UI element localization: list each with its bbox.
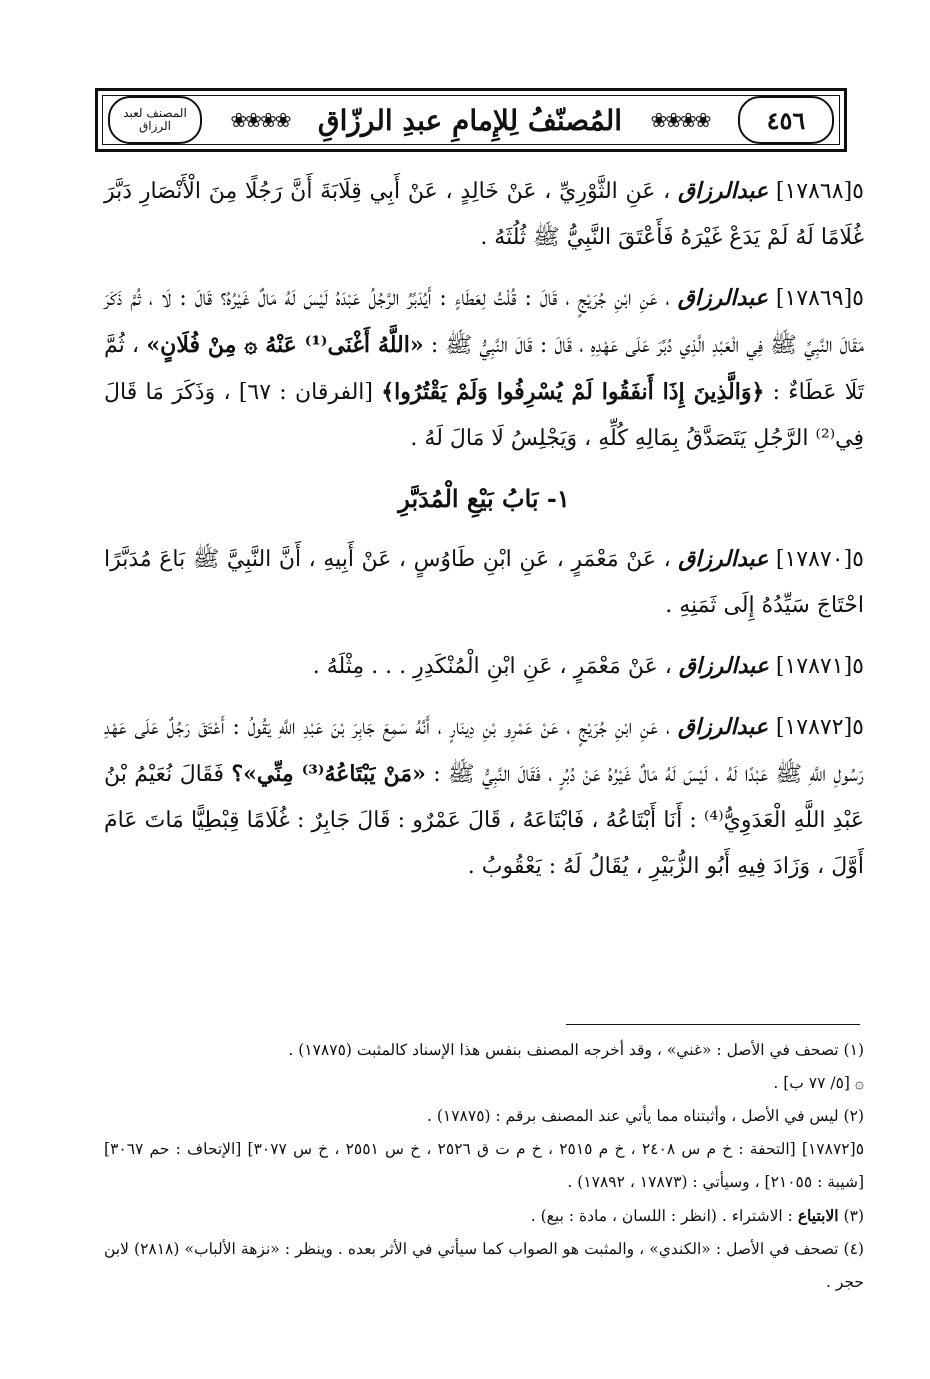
footnote-marker: (٣) xyxy=(843,1207,864,1225)
hadith-entry xyxy=(104,536,864,629)
entry-text: ، عَنِ ابْنِ جُرَيْجٍ ، عَنْ عَمْرِو بْنِ دِينَارٍ ، أَنَّهُ سَمِعَ جَابِرَ بْنَ عَبْدِ اللَّهِ يَقُولُ : أَعْتَقَ رَجُلٌ عَلَى عَهْدِ رَسُولِ اللَّهِ ﷺ عَبْدًا لَهُ ، لَيْسَ لَهُ مَالٌ غَيْرُهُ عَنْ دُبُرٍ ، فَقَالَ النَّبِيُّ ﷺ : xyxy=(104,715,864,787)
entry-text: فَقَالَ نُعَيْمُ بْنُ عَبْدِ اللَّهِ الْعَدَوِيُّ⁽⁴⁾ : أَنَا أَبْتَاعُهُ ، فَابْتَاعَهُ ، قَالَ عَمْرٌو : قَالَ جَابِرٌ : غُلَامًا قِبْطِيًّا مَاتَ عَامَ أَوَّلَ ، وَزَادَ فِيهِ أَبُو الزُّبَيْرِ ، يُقَالُ لَهُ : يَعْقُوبُ . xyxy=(104,762,864,879)
footnote-text: [التحفة : خ م س ٢٤٠٨ ، خ م ٢٥١٥ ، خ م ت ق ٢٥٢٦ ، خ س ٢٥٥١ ، خ س ٣٠٧٧] [الإتحاف : حم ٣٠٦٧] [شيبة : ٢١٠٥٥] ، وسيأتي : (١٧٨٧٣ ، ١٧٨٩٢) . xyxy=(104,1140,864,1191)
author-name: عبدالرزاق xyxy=(677,714,768,740)
author-name: عبدالرزاق xyxy=(678,653,769,679)
footnote-text: [٥/ ٧٧ ب] . xyxy=(773,1074,850,1092)
hadith-entry xyxy=(104,643,864,690)
footnote-marker: (٤) xyxy=(843,1240,864,1258)
section-heading: ١- بَابُ بَيْعِ الْمُدَبَّرِ xyxy=(398,484,570,513)
entry-number: ٥[١٧٨٦٨] xyxy=(775,179,864,204)
ornament-left: ❀❀❀❀ xyxy=(230,108,290,132)
footnote xyxy=(104,1067,864,1100)
entry-text: ، عَنْ مَعْمَرٍ ، عَنِ ابْنِ طَاوُسٍ ، عَنْ أَبِيهِ ، أَنَّ النَّبِيَّ ﷺ بَاعَ مُدَبَّرًا احْتَاجَ سَيِّدُهُ إِلَى ثَمَنِهِ . xyxy=(104,547,864,618)
footnote-text: تصحف في الأصل : «الكندي» ، والمثبت هو الصواب كما سيأتي في الأثر بعده . وينظر : «نزهة الألباب» (٢٨١٨) لابن حجر . xyxy=(104,1240,864,1291)
book-emblem-left xyxy=(108,96,202,144)
entry-number: ٥[١٧٨٧٢] xyxy=(775,715,864,740)
quran-verse: ﴿وَالَّذِينَ إِذَا أَنفَقُوا لَمْ يُسْرِفُوا وَلَمْ يَقْتُرُوا﴾ xyxy=(381,379,765,405)
footnote xyxy=(104,1100,864,1133)
footnote xyxy=(104,1199,864,1233)
author-name: عبدالرزاق xyxy=(678,546,769,572)
hadith-entry xyxy=(104,168,864,261)
main-text xyxy=(104,168,864,904)
prophetic-quote: «مَنْ يَبْتَاعُهُ⁽³⁾ مِنِّي»؟ xyxy=(231,761,426,787)
footnote-text: : الاشتراء . (انظر : اللسان ، مادة : بيع) . xyxy=(530,1207,793,1225)
footnote-marker: ۞ xyxy=(854,1074,864,1092)
footnote xyxy=(104,1233,864,1299)
footnote xyxy=(104,1034,864,1067)
entry-text: [الفرقان : ٦٧] ، وَذَكَرَ مَا قَالَ فِي⁽²⁾ الرَّجُلِ يَتَصَدَّقُ بِمَالِهِ كُلِّهِ ، وَيَجْلِسُ لَا مَالَ لَهُ . xyxy=(104,380,864,451)
author-name: عبدالرزاق xyxy=(678,178,769,204)
footnote-text: تصحف في الأصل : «غني» ، وقد أخرجه المصنف بنفس هذا الإسناد كالمثبت (١٧٨٧٥) . xyxy=(288,1041,839,1059)
footnote-marker: ٥[١٧٨٧٢] xyxy=(801,1140,865,1158)
book-title: المُصنّفُ لِلإِمامِ عبدِ الرزّاقِ xyxy=(317,103,623,137)
footnotes xyxy=(104,1034,864,1299)
emblem-text-left: المصنف لعبد الرزاق xyxy=(123,106,187,133)
page-header xyxy=(95,88,847,152)
footnote-takhrij xyxy=(104,1133,864,1199)
author-name: عبدالرزاق xyxy=(677,285,768,311)
entry-text: ، عَنْ مَعْمَرٍ ، عَنِ ابْنِ الْمُنْكَدِرِ . . . مِثْلَهُ . xyxy=(312,654,672,679)
footnote-marker: (١) xyxy=(843,1041,864,1059)
page-number-text: ٤٥٦ xyxy=(766,105,806,135)
page-number xyxy=(738,96,834,144)
hadith-entry xyxy=(104,275,864,462)
entry-text: ، ثُمَّ تَلَا عَطَاءٌ : xyxy=(104,333,864,405)
hadith-entry xyxy=(104,704,864,890)
ornament-right: ❀❀❀❀ xyxy=(650,108,710,132)
entry-number: ٥[١٧٨٧١] xyxy=(775,654,864,679)
entry-text: ، عَنِ ابْنِ جُرَيْجٍ ، قَالَ : قُلْتُ لِعَطَاءٍ : أَيُدَبِّرُ الرَّجُلُ عَبْدَهُ لَيْسَ لَهُ مَالٌ غَيْرُهُ؟ قَالَ : لَا ، ثُمَّ ذَكَرَ مَقَالَ النَّبِيِّ ﷺ فِي الْعَبْدِ الَّذِي دُبِّرَ عَلَى عَهْدِهِ ، قَالَ : قَالَ النَّبِيُّ ﷺ : xyxy=(104,286,865,358)
footnote-term: الابتياع xyxy=(797,1206,839,1225)
footnote-marker: (٢) xyxy=(843,1107,864,1125)
prophetic-quote: «اللَّهُ أَغْنَى⁽¹⁾ عَنْهُ ۞ مِنْ فُلَانٍ» xyxy=(146,332,424,358)
footnote-text: ليس في الأصل ، وأثبتناه مما يأتي عند المصنف برقم : (١٧٨٧٥) . xyxy=(427,1107,839,1125)
entry-text: ، عَنِ الثَّوْرِيِّ ، عَنْ خَالِدٍ ، عَنْ أَبِي قِلَابَةَ أَنَّ رَجُلًا مِنَ الْأَنْصَارِ دَبَّرَ غُلَامًا لَهُ لَمْ يَدَعْ غَيْرَهُ فَأَعْتَقَ النَّبِيُّ ﷺ ثُلُثَهُ . xyxy=(104,179,864,250)
entry-number: ٥[١٧٨٧٠] xyxy=(775,547,864,572)
footnote-divider xyxy=(566,1024,860,1025)
entry-number: ٥[١٧٨٦٩] xyxy=(775,286,864,311)
